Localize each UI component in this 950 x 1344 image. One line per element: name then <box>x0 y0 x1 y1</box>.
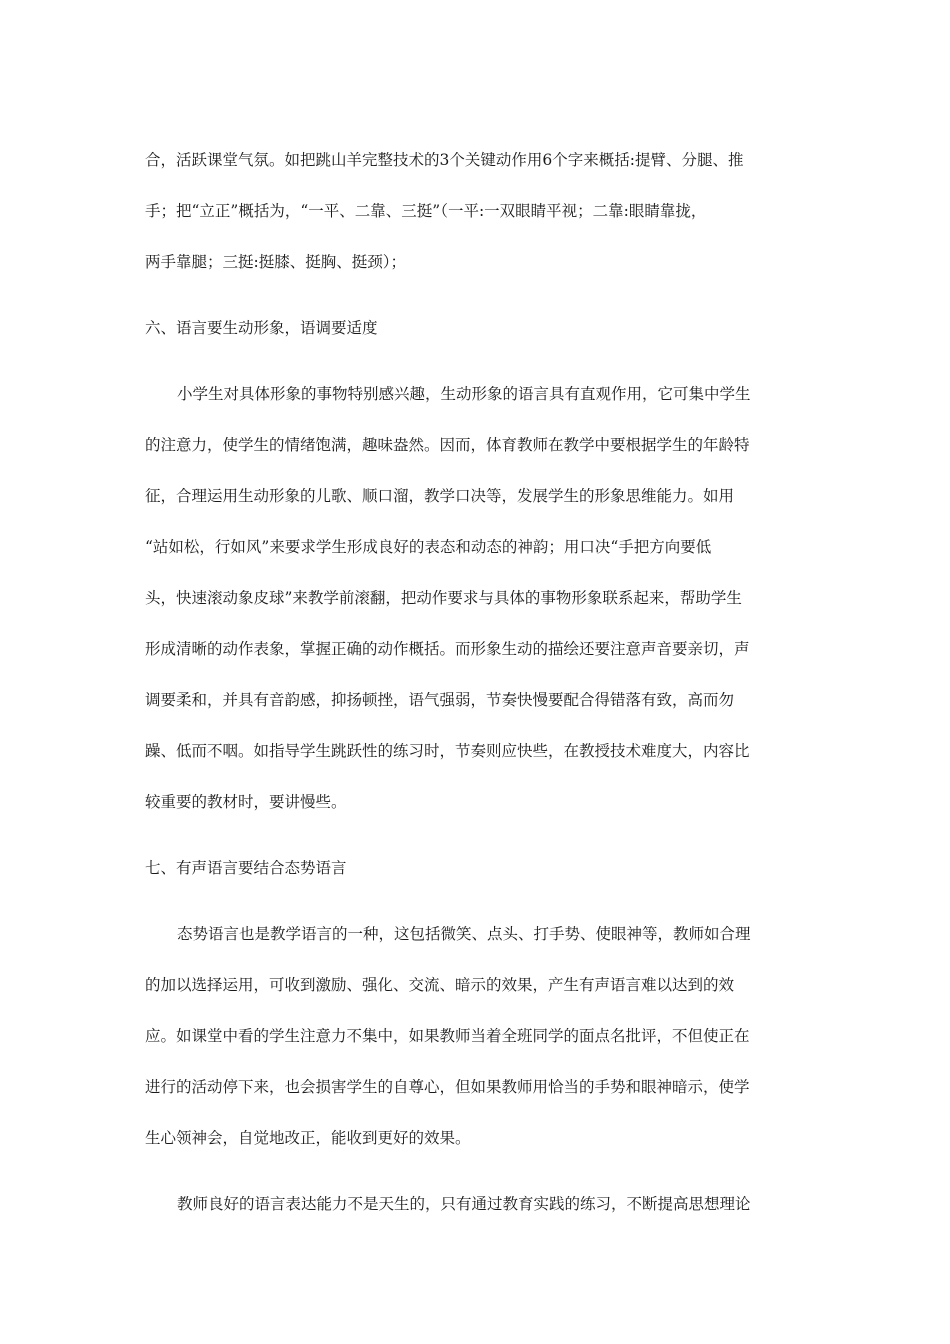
paragraph-line: 态势语言也是教学语言的一种，这包括微笑、点头、打手势、使眼神等，教师如合理 <box>177 925 751 943</box>
paragraph-line: 的注意力，使学生的情绪饱满，趣味盎然。因而，体育教师在教学中要根据学生的年龄特 <box>145 436 750 454</box>
paragraph-line: 合，活跃课堂气氛。如把跳山羊完整技术的3个关键动作用6个字来概括:提臂、分腿、推 <box>145 151 744 169</box>
paragraph-line: 教师良好的语言表达能力不是天生的，只有通过教育实践的练习，不断提高思想理论 <box>177 1195 751 1213</box>
paragraph-line: 形成清晰的动作表象，掌握正确的动作概括。而形象生动的描绘还要注意声音要亲切，声 <box>145 640 750 658</box>
paragraph-line: 手；把“立正”概括为，“一平、二靠、三挺”（一平:一双眼睛平视；二靠:眼睛靠拢， <box>145 202 707 220</box>
paragraph-line: 小学生对具体形象的事物特别感兴趣，生动形象的语言具有直观作用，它可集中学生 <box>177 385 751 403</box>
section-heading-7: 七、有声语言要结合态势语言 <box>145 859 347 877</box>
paragraph-line: 的加以选择运用，可收到激励、强化、交流、暗示的效果，产生有声语言难以达到的效 <box>145 976 735 994</box>
paragraph-line: “站如松，行如风”来要求学生形成良好的表态和动态的神韵；用口决“手把方向要低 <box>145 538 712 556</box>
paragraph-line: 应。如课堂中看的学生注意力不集中，如果教师当着全班同学的面点名批评，不但使正在 <box>145 1027 750 1045</box>
paragraph-line: 躁、低而不咽。如指导学生跳跃性的练习时，节奏则应快些，在教授技术难度大，内容比 <box>145 742 750 760</box>
paragraph-line: 生心领神会，自觉地改正，能收到更好的效果。 <box>145 1129 471 1147</box>
paragraph-line: 征，合理运用生动形象的儿歌、顺口溜，教学口决等，发展学生的形象思维能力。如用 <box>145 487 735 505</box>
paragraph-line: 调要柔和，并具有音韵感，抑扬顿挫，语气强弱，节奏快慢要配合得错落有致，高而勿 <box>145 691 735 709</box>
paragraph-line: 进行的活动停下来，也会损害学生的自尊心，但如果教师用恰当的手势和眼神暗示，使学 <box>145 1078 750 1096</box>
paragraph-line: 两手靠腿；三挺:挺膝、挺胸、挺颈）； <box>145 253 406 271</box>
section-heading-6: 六、语言要生动形象，语调要适度 <box>145 319 378 337</box>
paragraph-line: 头，快速滚动象皮球”来教学前滚翻，把动作要求与具体的事物形象联系起来，帮助学生 <box>145 589 742 607</box>
paragraph-line: 较重要的教材时，要讲慢些。 <box>145 793 347 811</box>
